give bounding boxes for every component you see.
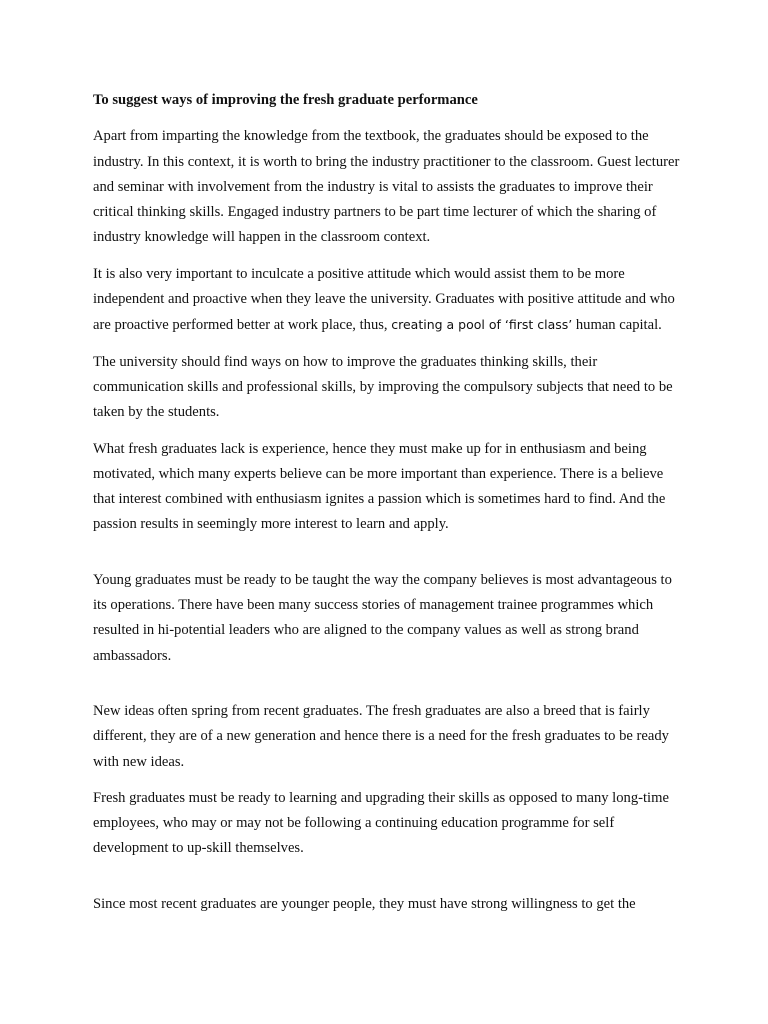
paragraph-industry-exposure: Apart from imparting the knowledge from the textbook, the graduates should be exposed to the industry. In this context, it is worth to bring the industry practitioner to the classroom. Guest lecturer and seminar with involvement from the industry is vital to assists the graduates to improve their critical thinking skills. Engaged industry partners to be part time lecturer of which the sharing of industry knowledge will happen in the classroom context. (93, 128, 680, 246)
paragraph-company-ready: Young graduates must be ready to be taught the way the company believes is most advantageous to its operations. There have been many success stories of management trainee programmes which resulted in hi-potential leaders who are aligned to the company values as well as strong brand ambassadors. (93, 571, 672, 664)
paragraph-positive-attitude-text: It is also very important to inculcate a positive attitude which would assist them to be more independent and proactive when they leave the university. Graduates with positive attitude and who are proactive performed better at work place, thus, (93, 265, 675, 334)
paragraph-positive-attitude (93, 262, 683, 339)
paragraph-positive-attitude-end: human capital. (572, 317, 662, 334)
document-body (93, 88, 683, 928)
paragraph-thinking-skills: The university should find ways on how to improve the graduates thinking skills, their communication skills and professional skills, by improving the compulsory subjects that need to be taken by the students. (93, 353, 673, 421)
paragraph-experience: What fresh graduates lack is experience, hence they must make up for in enthusiasm and being motivated, which many experts believe can be more important than experience. There is a believe that interest combined with enthusiasm ignites a passion which is sometimes hard to find. And the passion results in seemingly more interest to learn and apply. (93, 440, 666, 533)
paragraph-upgrading-skills: Fresh graduates must be ready to learning and upgrading their skills as opposed to many long-time employees, who may or may not be following a continuing education programme for self development to up-skill themselves. (93, 789, 669, 857)
section-heading: To suggest ways of improving the fresh graduate performance (93, 92, 478, 108)
paragraph-new-ideas: New ideas often spring from recent graduates. The fresh graduates are also a breed that is fairly different, they are of a new generation and hence there is a need for the fresh graduates to be ready with new ideas. (93, 702, 669, 770)
paragraph-willingness: Since most recent graduates are younger people, they must have strong willingness to get the (93, 895, 636, 912)
paragraph-positive-attitude-quote: creating a pool of ‘first class’ (391, 317, 573, 333)
